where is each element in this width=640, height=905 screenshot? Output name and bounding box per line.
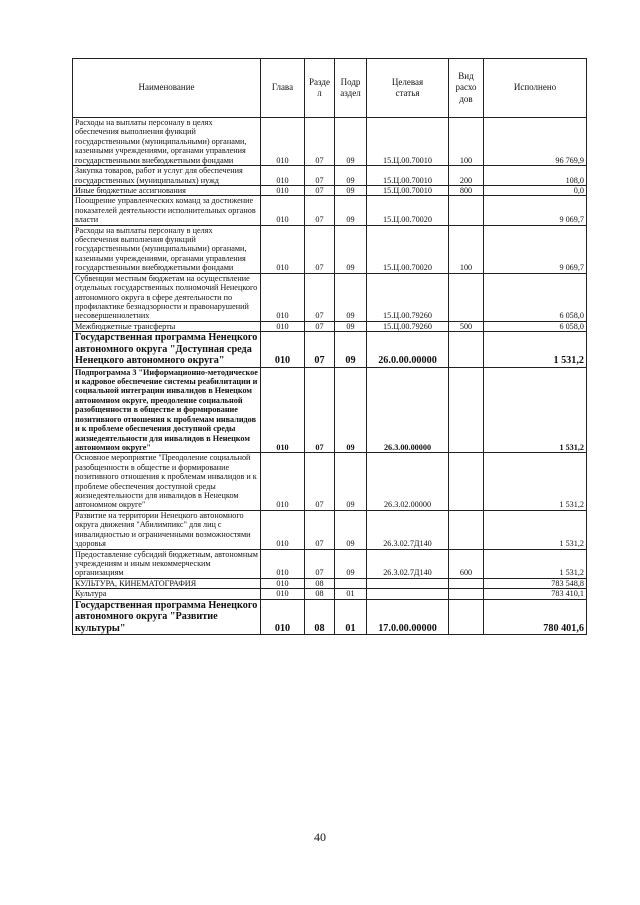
table-row [73,185,587,195]
cell-glava: 010 [261,225,305,273]
table-header [73,59,587,118]
cell-vid [449,578,484,588]
header-glava: Глава [261,59,305,118]
table-row [73,196,587,225]
cell-amount: 1 531,2 [484,367,587,453]
cell-glava: 010 [261,273,305,321]
header-razdel: Разде л [305,59,335,118]
cell-vid [449,599,484,634]
cell-glava: 010 [261,118,305,166]
cell-amount: 9 069,7 [484,225,587,273]
cell-statya: 26.3.02.7Д140 [367,510,449,549]
cell-razdel: 07 [305,273,335,321]
table-row [73,166,587,186]
cell-podrazdel: 09 [335,118,367,166]
table-row [73,453,587,511]
cell-vid [449,332,484,367]
cell-razdel: 07 [305,321,335,331]
cell-statya: 26.3.02.7Д140 [367,549,449,578]
cell-name: Основное мероприятие "Преодоление социальной разобщенности в обществе и формирование позитивного отношения к проблемам инвалидов и к проблеме обеспечения доступной среды жизнедеятельности для инвалидов в Ненецком автономном округе" [73,453,261,511]
cell-razdel: 07 [305,453,335,511]
cell-podrazdel: 09 [335,453,367,511]
header-statya: Целевая статья [367,59,449,118]
table-row [73,273,587,321]
table-row [73,578,587,588]
cell-statya: 15.Ц.00.70010 [367,185,449,195]
cell-amount: 108,0 [484,166,587,186]
header-vid: Вид расхо дов [449,59,484,118]
cell-statya: 15.Ц.00.70020 [367,196,449,225]
cell-name: Государственная программа Ненецкого автономного округа "Развитие культуры" [73,599,261,634]
table-row [73,332,587,367]
cell-amount: 783 410,1 [484,589,587,599]
cell-podrazdel: 09 [335,367,367,453]
cell-razdel: 07 [305,225,335,273]
cell-podrazdel: 09 [335,510,367,549]
cell-vid [449,589,484,599]
table-row [73,510,587,549]
table-body [73,118,587,635]
cell-name: КУЛЬТУРА, КИНЕМАТОГРАФИЯ [73,578,261,588]
cell-amount: 1 531,2 [484,332,587,367]
cell-razdel: 07 [305,196,335,225]
cell-name: Иные бюджетные ассигнования [73,185,261,195]
cell-glava: 010 [261,549,305,578]
cell-name: Межбюджетные трансферты [73,321,261,331]
cell-vid [449,196,484,225]
cell-amount: 1 531,2 [484,549,587,578]
table-row [73,589,587,599]
cell-podrazdel: 09 [335,321,367,331]
cell-vid: 600 [449,549,484,578]
cell-vid [449,510,484,549]
cell-podrazdel: 09 [335,185,367,195]
cell-glava: 010 [261,367,305,453]
cell-statya: 17.0.00.00000 [367,599,449,634]
cell-podrazdel: 09 [335,225,367,273]
cell-amount: 9 069,7 [484,196,587,225]
cell-statya: 15.Ц.00.70010 [367,118,449,166]
cell-amount: 6 058,0 [484,321,587,331]
table-row [73,225,587,273]
cell-razdel: 08 [305,589,335,599]
cell-amount: 1 531,2 [484,510,587,549]
cell-podrazdel [335,578,367,588]
cell-statya: 26.3.02.00000 [367,453,449,511]
cell-vid: 800 [449,185,484,195]
cell-name: Предоставление субсидий бюджетным, автономным учреждениям и иным некоммерческим организациям [73,549,261,578]
cell-glava: 010 [261,599,305,634]
header-podrazdel: Подр аздел [335,59,367,118]
table-row [73,367,587,453]
cell-amount: 96 769,9 [484,118,587,166]
cell-amount: 780 401,6 [484,599,587,634]
cell-amount: 6 058,0 [484,273,587,321]
cell-glava: 010 [261,589,305,599]
cell-name: Расходы на выплаты персоналу в целях обеспечения выполнения функций государственными (муниципальными) органами, казенными учреждениями, органами управления государственными внебюджетными фондами [73,225,261,273]
cell-podrazdel: 01 [335,589,367,599]
cell-razdel: 07 [305,166,335,186]
table-row [73,118,587,166]
cell-glava: 010 [261,578,305,588]
table-row [73,599,587,634]
cell-glava: 010 [261,196,305,225]
cell-podrazdel: 09 [335,549,367,578]
cell-name: Развитие на территории Ненецкого автономного округа движения "Абилимпикс" для лиц с инвалидностью и ограниченными возможностями здоровья [73,510,261,549]
cell-podrazdel: 01 [335,599,367,634]
cell-glava: 010 [261,166,305,186]
cell-name: Поощрение управленческих команд за достижение показателей деятельности исполнительных органов власти [73,196,261,225]
cell-razdel: 07 [305,367,335,453]
cell-name: Расходы на выплаты персоналу в целях обеспечения выполнения функций государственными (муниципальными) органами, казенными учреждениями, органами управления государственными внебюджетными фондами [73,118,261,166]
cell-podrazdel: 09 [335,273,367,321]
cell-statya: 15.Ц.00.70020 [367,225,449,273]
cell-vid: 100 [449,118,484,166]
cell-glava: 010 [261,510,305,549]
table-row [73,321,587,331]
cell-razdel: 08 [305,578,335,588]
budget-table [72,58,587,635]
cell-vid [449,367,484,453]
cell-statya: 26.0.00.00000 [367,332,449,367]
cell-statya: 15.Ц.00.79260 [367,273,449,321]
cell-vid: 200 [449,166,484,186]
cell-amount: 1 531,2 [484,453,587,511]
table-row [73,549,587,578]
cell-razdel: 07 [305,118,335,166]
header-ispolneno: Исполнено [484,59,587,118]
cell-podrazdel: 09 [335,332,367,367]
cell-razdel: 08 [305,599,335,634]
cell-amount: 783 548,8 [484,578,587,588]
cell-name: Культура [73,589,261,599]
cell-statya [367,589,449,599]
cell-glava: 010 [261,321,305,331]
cell-statya [367,578,449,588]
header-name: Наименование [73,59,261,118]
cell-vid: 500 [449,321,484,331]
cell-statya: 15.Ц.00.79260 [367,321,449,331]
cell-glava: 010 [261,453,305,511]
cell-podrazdel: 09 [335,196,367,225]
cell-statya: 15.Ц.00.70010 [367,166,449,186]
cell-vid [449,273,484,321]
page-number: 40 [314,830,326,844]
cell-amount: 0,0 [484,185,587,195]
cell-podrazdel: 09 [335,166,367,186]
cell-vid: 100 [449,225,484,273]
cell-glava: 010 [261,332,305,367]
cell-name: Закупка товаров, работ и услуг для обеспечения государственных (муниципальных) нужд [73,166,261,186]
cell-name: Субвенции местным бюджетам на осуществление отдельных государственных полномочий Ненецкого автономного округа в сфере деятельности по профилактике безнадзорности и правонарушений несовершеннолетних [73,273,261,321]
cell-glava: 010 [261,185,305,195]
cell-razdel: 07 [305,185,335,195]
cell-razdel: 07 [305,510,335,549]
cell-name: Государственная программа Ненецкого автономного округа "Доступная среда Ненецкого автономного округа" [73,332,261,367]
cell-statya: 26.3.00.00000 [367,367,449,453]
cell-razdel: 07 [305,332,335,367]
cell-vid [449,453,484,511]
cell-razdel: 07 [305,549,335,578]
cell-name: Подпрограмма 3 "Информационно-методическое и кадровое обеспечение системы реабилитации и социальной интеграции инвалидов в Ненецком автономном округе, преодоление социальной разобщенности в обществе и формирование позитивного отношения к проблемам инвалидов и к проблеме обеспечения доступной среды жизнедеятельности для инвалидов в Ненецком автономном округе" [73,367,261,453]
